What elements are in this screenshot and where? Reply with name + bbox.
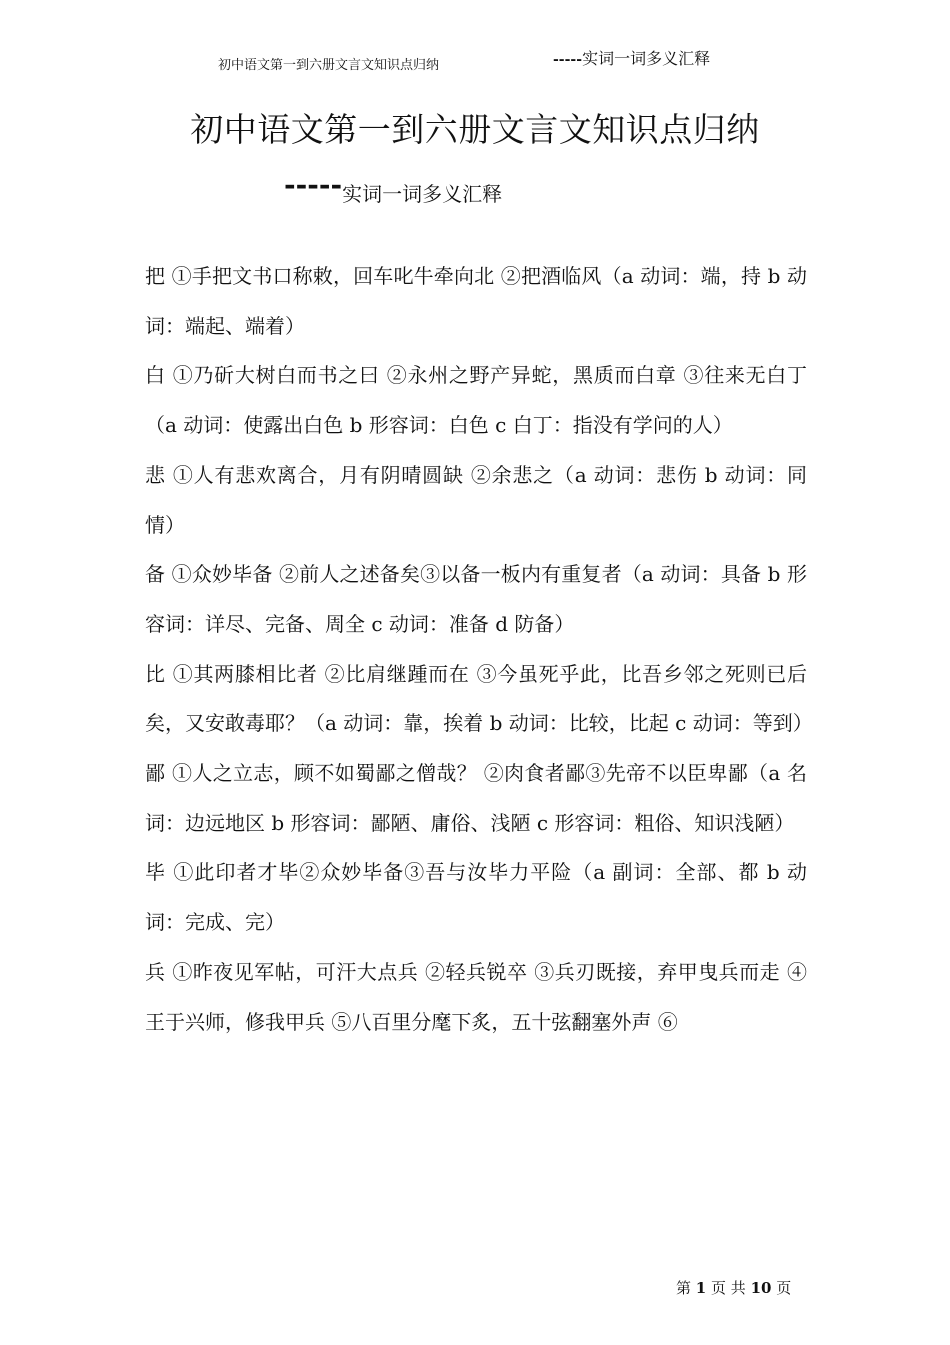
entry-list: [145, 252, 813, 1047]
running-header-subtitle-text: 实词一词多义汇释: [582, 49, 711, 68]
entry-bei-prepare: 备 ①众妙毕备 ②前人之述备矣③以备一板内有重复者（a 动词：具备 b 形容词：详尽、完备、周全 c 动词：准备 d 防备）: [145, 562, 807, 636]
entry-bi-finish: 毕 ①此印者才毕②众妙毕备③吾与汝毕力平险（a 副词：全部、都 b 动词：完成、完）: [145, 860, 807, 935]
document-title: 初中语文第一到六册文言文知识点归纳: [190, 110, 760, 149]
subtitle-dash: -----: [284, 168, 343, 201]
entry-bi-lowly: 鄙 ①人之立志，顾不如蜀鄙之僧哉？ ②肉食者鄙③先帝不以臣卑鄙（a 名词：边远地区 b 形容词：鄙陋、庸俗、浅陋 c 形容词：粗俗、知识浅陋）: [145, 761, 807, 835]
entry-bei-sad: 悲 ①人有悲欢离合，月有阴晴圆缺 ②余悲之（a 动词：悲伤 b 动词：同情）: [145, 462, 807, 537]
current-page: 1: [695, 1279, 707, 1297]
running-header-title: 初中语文第一到六册文言文知识点归纳: [218, 58, 440, 73]
total-pages: 10: [750, 1279, 772, 1297]
entry-bi-compare: 比 ①其两膝相比者 ②比肩继踵而在 ③今虽死乎此，比吾乡邻之死则已后矣，又安敢毒耶？（a 动词：靠，挨着 b 动词：比较，比起 c 动词：等到）: [145, 661, 813, 736]
entry-bing: 兵 ①昨夜见军帖，可汗大点兵 ②轻兵锐卒 ③兵刃既接，弃甲曳兵而走 ④王于兴师，修我甲兵 ⑤八百里分麾下炙，五十弦翻塞外声 ⑥: [145, 959, 807, 1034]
entry-bai: 白 ①乃斫大树白而书之曰 ②永州之野产异蛇，黑质而白章 ③往来无白丁（a 动词：使露出白色 b 形容词：白色 c 白丁：指没有学问的人）: [145, 363, 807, 438]
entry-ba: 把 ①手把文书口称敕，回车叱牛牵向北 ②把酒临风（a 动词：端，持 b 动词：端起、端着）: [145, 264, 807, 338]
running-header-subtitle: [553, 46, 710, 69]
page-number-mid: 页 共: [711, 1279, 746, 1297]
document-subtitle: [284, 168, 502, 207]
page-number-suffix: 页: [776, 1279, 792, 1297]
page-number: [676, 1277, 791, 1298]
subtitle-text: 实词一词多义汇释: [342, 182, 503, 206]
running-header-dash: -----: [553, 52, 583, 68]
page-number-prefix: 第: [676, 1279, 692, 1297]
